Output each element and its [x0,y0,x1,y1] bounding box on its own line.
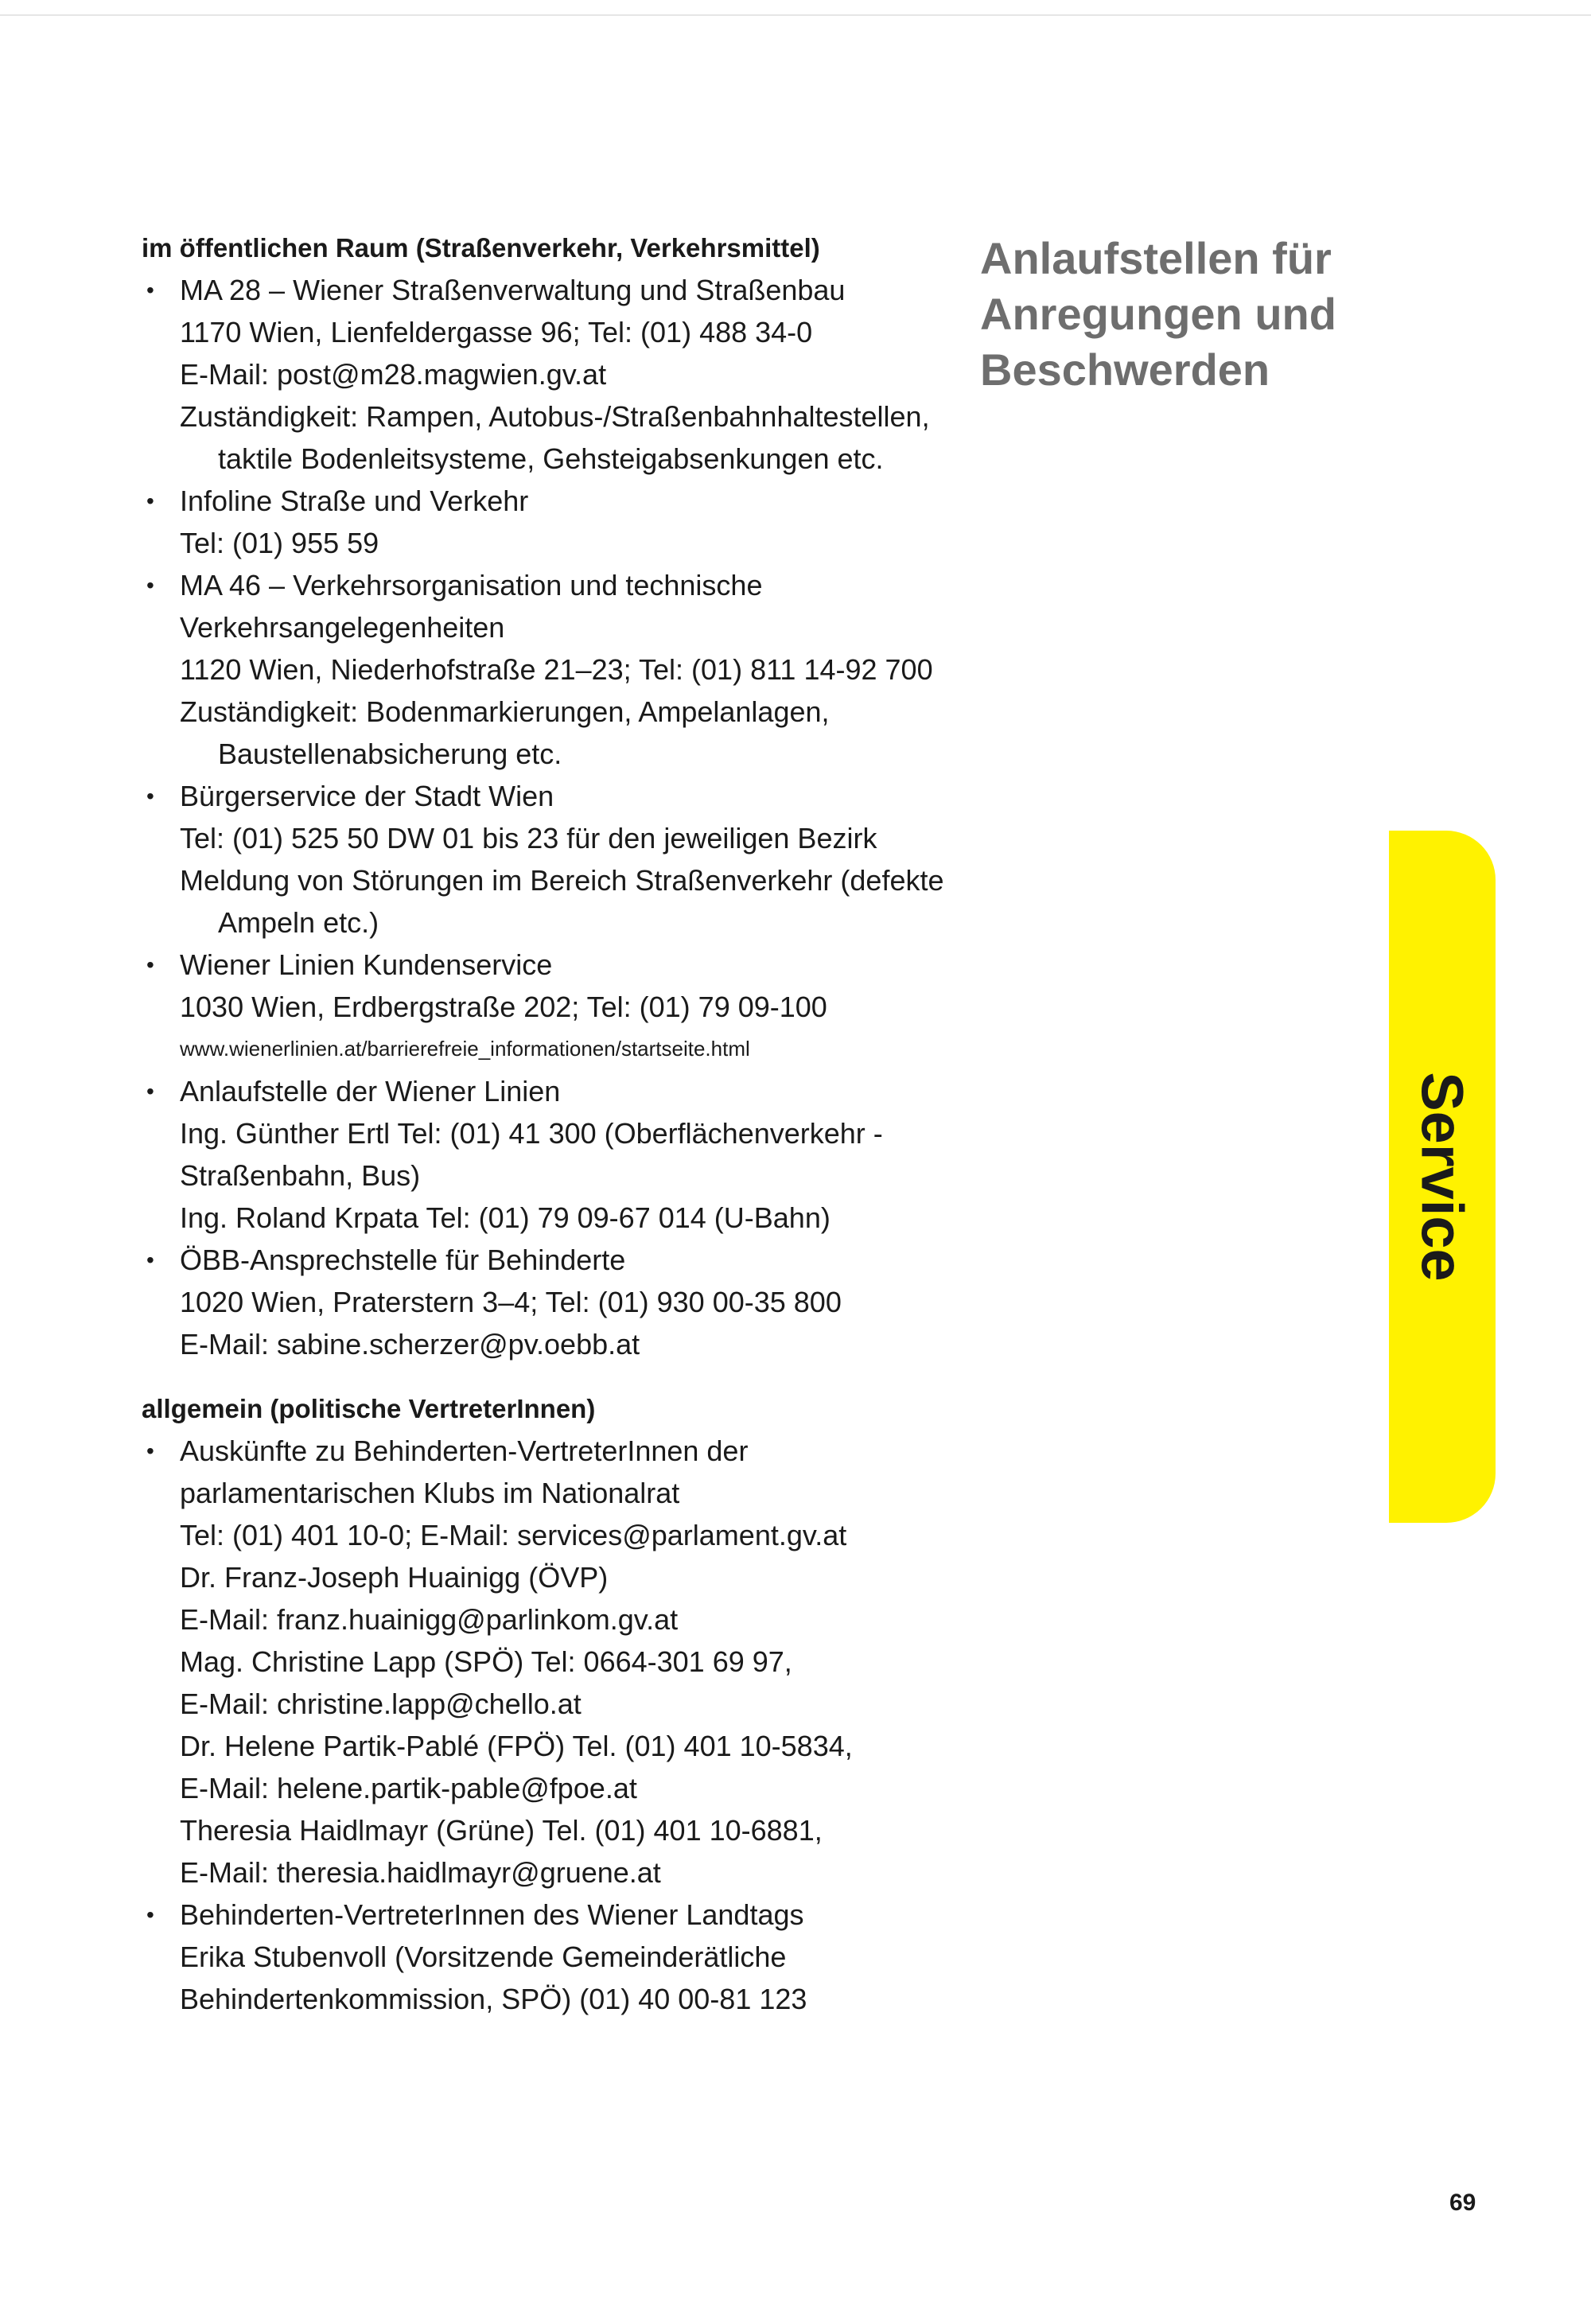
entry-responsibility-cont: Baustellenabsicherung etc. [218,738,562,770]
entry-landtag [142,1894,985,2020]
entry-person: Erika Stubenvoll (Vorsitzende Gemeinderätliche [180,1941,787,1973]
entry-title: • Infoline Straße und Verkehr [180,485,529,517]
entry-email: E-Mail: post@m28.magwien.gv.at [180,358,607,391]
section-general [142,1388,985,2020]
entry-person: Mag. Christine Lapp (SPÖ) Tel: 0664-301 69 97, [180,1645,792,1678]
entry-title: • MA 28 – Wiener Straßenverwaltung und Straßenbau [180,274,846,306]
entry-oebb [142,1239,985,1365]
sidebar-heading-line: Beschwerden [980,345,1270,395]
entry-title: • Anlaufstelle der Wiener Linien [180,1075,561,1108]
entry-contact-cont: Straßenbahn, Bus) [180,1159,421,1192]
entry-address: 1170 Wien, Lienfeldergasse 96; Tel: (01) 488 34-0 [180,316,813,348]
top-rule [0,14,1591,16]
sidebar-heading-line: Anlaufstellen für [980,233,1332,283]
entry-responsibility-cont: taktile Bodenleitsysteme, Gehsteigabsenkungen etc. [218,442,884,475]
entry-title-cont: Verkehrsangelegenheiten [180,611,505,644]
entry-contact: Ing. Roland Krpata Tel: (01) 79 09-67 014 (U-Bahn) [180,1201,831,1234]
entry-infoline [142,480,985,564]
section-heading: allgemein (politische VertreterInnen) [142,1394,596,1423]
entry-email: E-Mail: theresia.haidlmayr@gruene.at [180,1856,661,1889]
entry-phone: Tel: (01) 955 59 [180,527,379,559]
entry-phone: Tel: (01) 401 10-0; E-Mail: services@parlament.gv.at [180,1519,847,1551]
entry-address: 1120 Wien, Niederhofstraße 21–23; Tel: (01) 811 14-92 700 [180,653,933,686]
entry-title: • Wiener Linien Kundenservice [180,948,553,981]
entry-list [142,269,985,1365]
entry-wienerlinien-anlaufstelle [142,1070,985,1239]
entry-email: E-Mail: helene.partik-pable@fpoe.at [180,1772,637,1804]
service-tab-label: Service [1409,1072,1476,1282]
entry-wienerlinien-kundenservice [142,944,985,1070]
entry-nationalrat [142,1430,985,1894]
entry-responsibility: Zuständigkeit: Rampen, Autobus-/Straßenbahnhaltestellen, [180,400,930,433]
entry-title-cont: parlamentarischen Klubs im Nationalrat [180,1477,680,1509]
entry-email: E-Mail: sabine.scherzer@pv.oebb.at [180,1328,640,1361]
entry-ma28 [142,269,985,480]
entry-note-cont: Ampeln etc.) [218,906,379,939]
entry-title: • MA 46 – Verkehrsorganisation und technische [180,569,763,601]
entry-title: • Bürgerservice der Stadt Wien [180,780,554,812]
entry-contact: Ing. Günther Ertl Tel: (01) 41 300 (Oberflächenverkehr - [180,1117,883,1150]
entry-person: Dr. Helene Partik-Pablé (FPÖ) Tel. (01) 401 10-5834, [180,1730,853,1762]
entry-title: • Auskünfte zu Behinderten-VertreterInnen der [180,1434,749,1467]
entry-person-cont: Behindertenkommission, SPÖ) (01) 40 00-81 123 [180,1983,807,2015]
section-heading: im öffentlichen Raum (Straßenverkehr, Verkehrsmittel) [142,233,820,263]
entry-title: • Behinderten-VertreterInnen des Wiener Landtags [180,1898,804,1931]
entry-title: • ÖBB-Ansprechstelle für Behinderte [180,1244,626,1276]
entry-person: Dr. Franz-Joseph Huainigg (ÖVP) [180,1561,609,1594]
entry-phone: Tel: (01) 525 50 DW 01 bis 23 für den jeweiligen Bezirk [180,822,877,854]
entry-person: Theresia Haidlmayr (Grüne) Tel. (01) 401 10-6881, [180,1814,823,1847]
entry-url: www.wienerlinien.at/barrierefreie_informationen/startseite.html [180,1037,750,1061]
page-number: 69 [1449,2190,1476,2216]
sidebar-heading [980,231,1553,398]
section-public-space [142,227,985,1365]
entry-email: E-Mail: christine.lapp@chello.at [180,1688,582,1720]
sidebar-heading-line: Anregungen und [980,289,1336,339]
entry-note: Meldung von Störungen im Bereich Straßenverkehr (defekte [180,864,944,897]
entry-address: 1020 Wien, Praterstern 3–4; Tel: (01) 930 00-35 800 [180,1286,842,1318]
entry-email: E-Mail: franz.huainigg@parlinkom.gv.at [180,1603,679,1636]
entry-responsibility: Zuständigkeit: Bodenmarkierungen, Ampelanlagen, [180,695,830,728]
entry-buergerservice [142,775,985,944]
service-tab [1389,831,1496,1523]
entry-list [142,1430,985,2020]
entry-ma46 [142,564,985,775]
main-content [142,227,985,2020]
entry-address: 1030 Wien, Erdbergstraße 202; Tel: (01) 79 09-100 [180,991,827,1023]
